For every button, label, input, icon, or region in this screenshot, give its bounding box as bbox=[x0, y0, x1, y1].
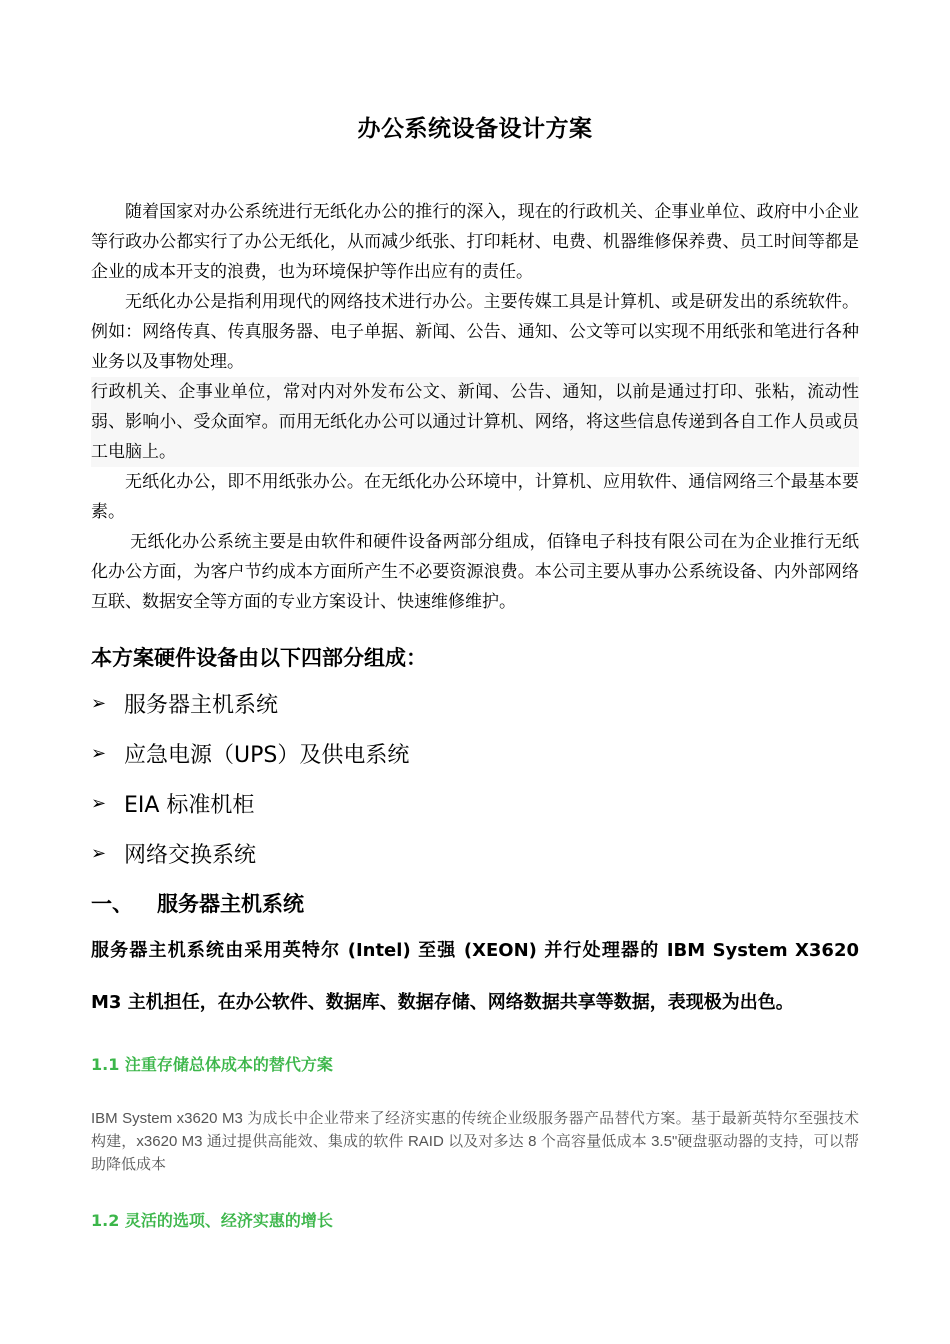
intro-body bbox=[91, 197, 859, 617]
page-title: 办公系统设备设计方案 bbox=[357, 116, 593, 142]
subsection-heading: 1.1 注重存储总体成本的替代方案 bbox=[91, 1055, 333, 1074]
subsection-paragraph: IBM System x3620 M3 为成长中企业带来了经济实惠的传统企业级服务器产品替代方案。基于最新英特尔至强技术构建，x3620 M3 通过提供高能效、集成的软件 RAID 以及对多达 8 个高容量低成本 3.5"硬盘驱动器的支持，可以帮助降低成本 bbox=[91, 1110, 859, 1173]
paragraph: 无纸化办公是指利用现代的网络技术进行办公。主要传媒工具是计算机、或是研发出的系统软件。例如：网络传真、传真服务器、电子单据、新闻、公告、通知、公文等可以实现不用纸张和笔进行各种业务以及事物处理。 bbox=[91, 292, 859, 372]
list-item bbox=[91, 688, 278, 719]
subsection-heading: 1.2 灵活的选项、经济实惠的增长 bbox=[91, 1211, 333, 1230]
list-item bbox=[91, 738, 409, 769]
list-item-label: 应急电源（UPS）及供电系统 bbox=[124, 743, 410, 768]
arrow-bullet-icon: ➢ bbox=[91, 743, 107, 764]
arrow-bullet-icon: ➢ bbox=[91, 693, 107, 714]
section-title: 服务器主机系统 bbox=[157, 892, 304, 916]
list-item-label: 网络交换系统 bbox=[124, 843, 257, 868]
components-heading: 本方案硬件设备由以下四部分组成： bbox=[91, 646, 427, 670]
paragraph: 行政机关、企事业单位，常对内对外发布公文、新闻、公告、通知，以前是通过打印、张粘，流动性弱、影响小、受众面窄。而用无纸化办公可以通过计算机、网络，将这些信息传递到各自工作人员或员工电脑上。 bbox=[91, 377, 859, 467]
arrow-bullet-icon: ➢ bbox=[91, 843, 107, 864]
paragraph: 随着国家对办公系统进行无纸化办公的推行的深入，现在的行政机关、企事业单位、政府中小企业等行政办公都实行了办公无纸化，从而减少纸张、打印耗材、电费、机器维修保养费、员工时间等都是企业的成本开支的浪费，也为环境保护等作出应有的责任。 bbox=[91, 202, 859, 282]
list-item bbox=[91, 838, 256, 869]
list-item-label: 服务器主机系统 bbox=[124, 693, 279, 718]
section-number: 一、 bbox=[91, 892, 133, 916]
list-item-label: EIA 标准机柜 bbox=[124, 793, 255, 818]
paragraph: 无纸化办公系统主要是由软件和硬件设备两部分组成，佰锋电子科技有限公司在为企业推行无纸化办公方面，为客户节约成本方面所产生不必要资源浪费。本公司主要从事办公系统设备、内外部网络互联、数据安全等方面的专业方案设计、快速维修维护。 bbox=[91, 532, 859, 612]
paragraph: 无纸化办公，即不用纸张办公。在无纸化办公环境中，计算机、应用软件、通信网络三个最基本要素。 bbox=[91, 472, 859, 522]
arrow-bullet-icon: ➢ bbox=[91, 793, 107, 814]
list-item bbox=[91, 788, 254, 819]
section-intro: 服务器主机系统由采用英特尔 (Intel) 至强 (XEON) 并行处理器的 IBM System X3620 M3 主机担任，在办公软件、数据库、数据存储、网络数据共享等数据，表现极为出色。 bbox=[91, 940, 859, 1013]
